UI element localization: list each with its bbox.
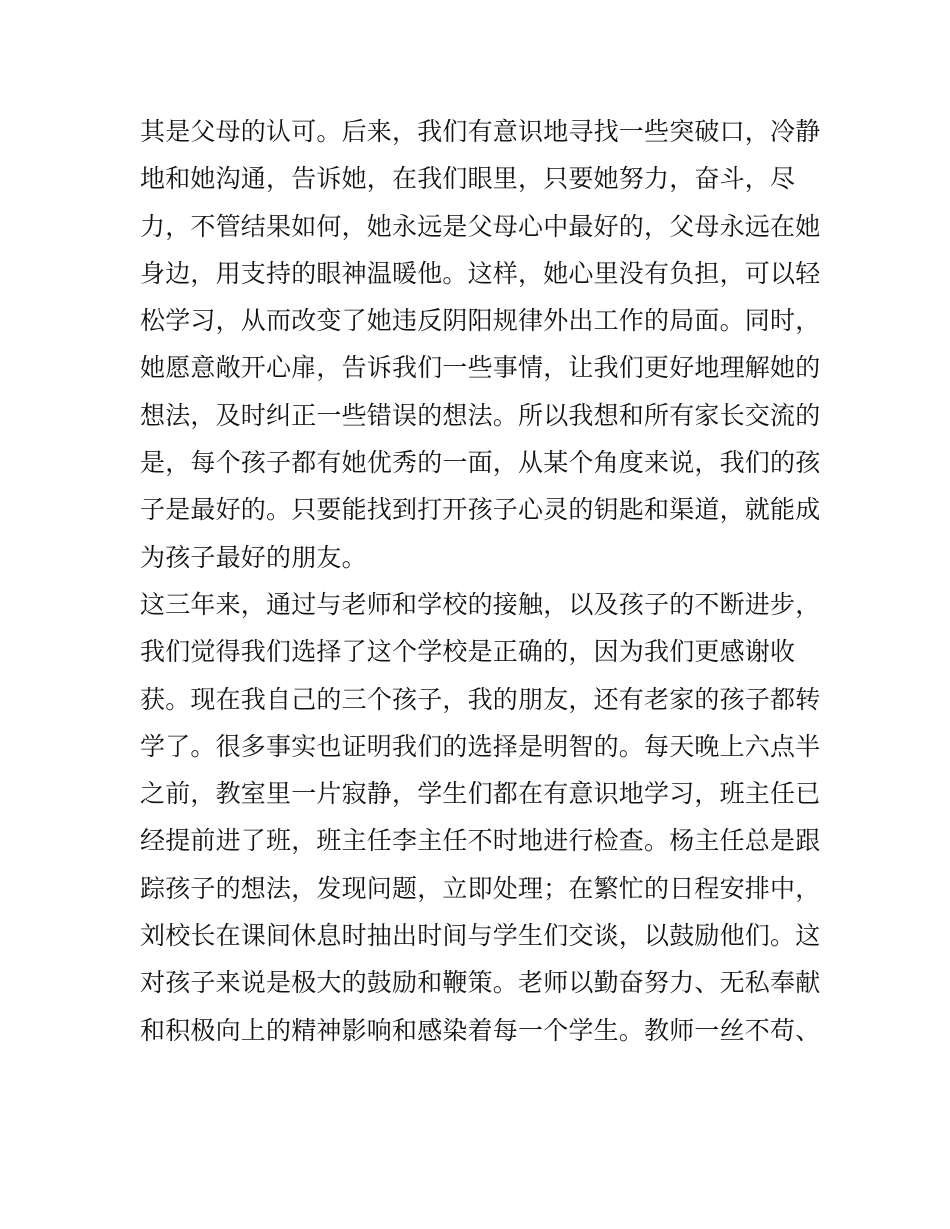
- text-line: 是，每个孩子都有她优秀的一面，从某个角度来说，我们的孩: [140, 448, 821, 478]
- text-line: 这三年来，通过与老师和学校的接触，以及孩子的不断进步，: [140, 589, 821, 619]
- text-line: 子是最好的。只要能找到打开孩子心灵的钥匙和渠道，就能成: [140, 495, 821, 525]
- text-line: 经提前进了班，班主任李主任不时地进行检查。杨主任总是跟: [140, 826, 821, 856]
- text-line: 踪孩子的想法，发现问题，立即处理；在繁忙的日程安排中，: [140, 873, 821, 903]
- body-text: [140, 108, 820, 1054]
- text-line: 我们觉得我们选择了这个学校是正确的，因为我们更感谢收: [140, 637, 796, 667]
- text-line: 想法，及时纠正一些错误的想法。所以我想和所有家长交流的: [140, 400, 821, 430]
- text-line: 对孩子来说是极大的鼓励和鞭策。老师以勤奋努力、无私奉献: [140, 968, 821, 998]
- text-line: 地和她沟通，告诉她，在我们眼里，只要她努力，奋斗，尽: [140, 164, 796, 194]
- text-line: 之前，教室里一片寂静，学生们都在有意识地学习，班主任已: [140, 779, 821, 809]
- text-line: 身边，用支持的眼神温暖他。这样，她心里没有负担，可以轻: [140, 258, 821, 288]
- text-line: 她愿意敞开心扉，告诉我们一些事情，让我们更好地理解她的: [140, 353, 821, 383]
- text-line: 和积极向上的精神影响和感染着每一个学生。教师一丝不苟、: [140, 1015, 821, 1045]
- text-line: 力，不管结果如何，她永远是父母心中最好的，父母永远在她: [140, 211, 821, 241]
- text-line: 获。现在我自己的三个孩子，我的朋友，还有老家的孩子都转: [140, 684, 821, 714]
- text-line: 刘校长在课间休息时抽出时间与学生们交谈，以鼓励他们。这: [140, 921, 821, 951]
- text-line: 学了。很多事实也证明我们的选择是明智的。每天晚上六点半: [140, 731, 821, 761]
- text-line: 松学习，从而改变了她违反阴阳规律外出工作的局面。同时，: [140, 306, 821, 336]
- text-line: 其是父母的认可。后来，我们有意识地寻找一些突破口，冷静: [140, 117, 821, 146]
- text-line: 为孩子最好的朋友。: [140, 542, 367, 572]
